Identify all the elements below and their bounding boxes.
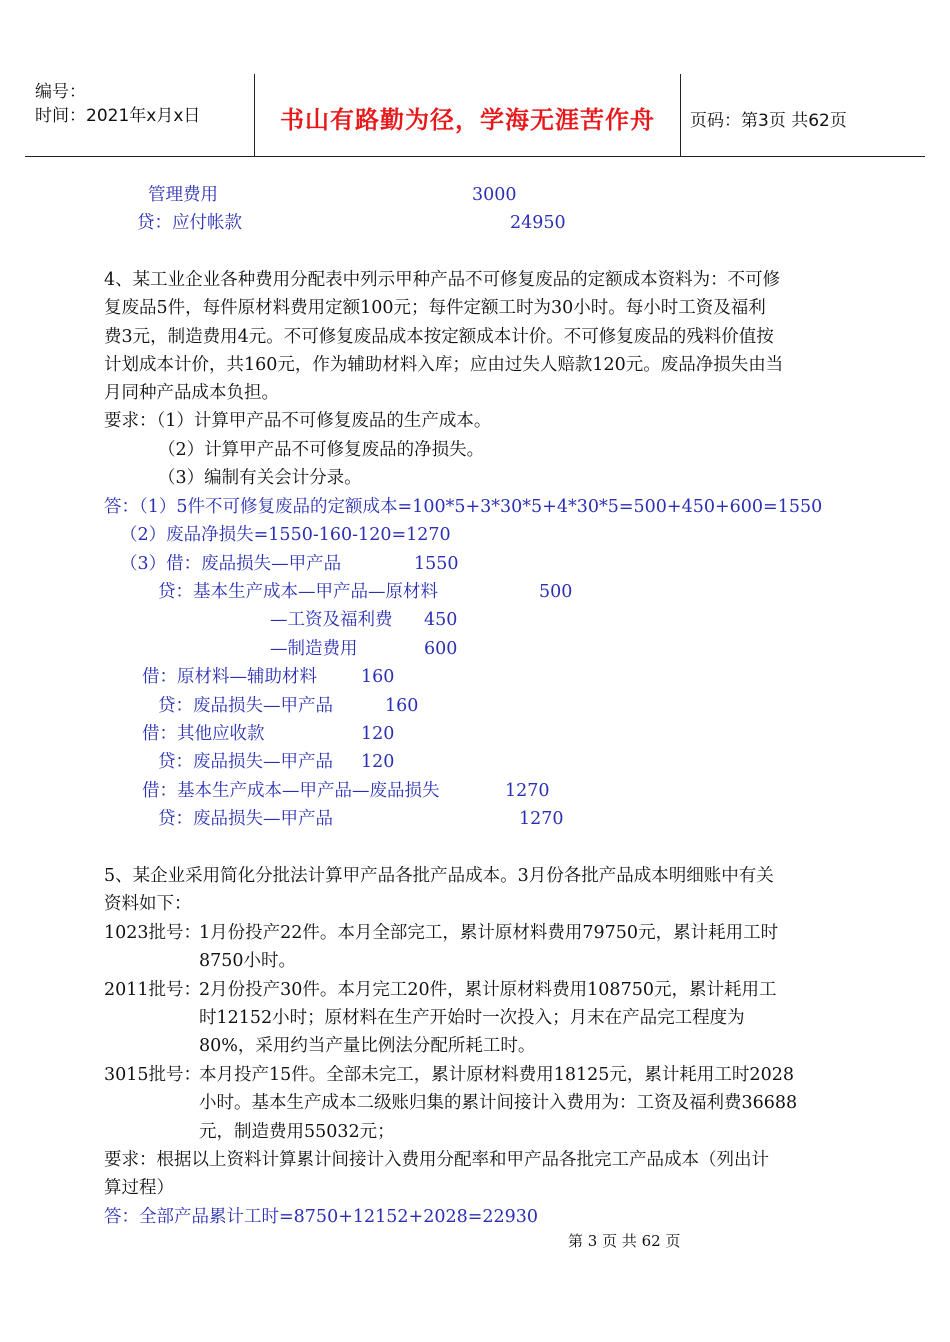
header-page-label: 页码：第3页 共62页 (690, 111, 847, 131)
journal-entry-3-amount: 450 (424, 610, 458, 630)
q5-requirement-line-2: 算过程） (104, 1178, 174, 1198)
q4-paragraph-line-1: 4、某工业企业各种费用分配表中列示甲种产品不可修复废品的定额成本资料为：不可修 (104, 270, 781, 290)
page-header (25, 74, 925, 157)
journal-entry-2 (158, 580, 573, 604)
q4-paragraph-line-4: 计划成本计价，共160元，作为辅助材料入库；应由过失人赔款120元。废品净损失由当 (104, 355, 784, 375)
batch-2011-label: 2011批号： (104, 980, 202, 1000)
journal-entry-5-text: 借：原材料—辅助材料 (142, 667, 317, 687)
batch-3015-line-3: 元，制造费用55032元； (199, 1122, 395, 1142)
q4-paragraph-line-5: 月同种产品成本负担。 (104, 383, 279, 403)
batch-3015-line-1: 本月投产15件。全部未完工，累计原材料费用18125元，累计耗用工时2028 (199, 1065, 794, 1085)
journal-entry-8 (158, 750, 395, 774)
batch-2011-line-2: 时12152小时；原材料在生产开始时一次投入；月末在产品完工程度为 (199, 1008, 745, 1028)
prev-line-2-text: 贷：应付帐款 (137, 213, 242, 233)
journal-entry-3-text: —工资及福利费 (270, 610, 393, 630)
header-meta (35, 80, 200, 128)
q5-requirement-line-1: 要求：根据以上资料计算累计间接计入费用分配率和甲产品各批完工产品成本（列出计 (104, 1150, 769, 1170)
journal-entry-1-amount: 1550 (414, 554, 459, 574)
q5-paragraph-line-2: 资料如下： (104, 894, 192, 914)
journal-entry-6-amount: 160 (385, 696, 419, 716)
prev-line-1 (148, 183, 517, 207)
batch-3015-label: 3015批号： (104, 1065, 202, 1085)
q4-requirement-2: （2）计算甲产品不可修复废品的净损失。 (158, 440, 485, 460)
journal-entry-2-text: 贷：基本生产成本—甲产品—原材料 (158, 582, 438, 602)
journal-entry-9 (142, 779, 550, 803)
batch-2011-line-1: 2月份投产30件。本月完工20件，累计原材料费用108750元，累计耗用工 (199, 980, 777, 1000)
a4-line-1: 答：（1）5件不可修复废品的定额成本=100*5+3*30*5+4*30*5=500+450+600=1550 (104, 497, 823, 517)
header-number-label: 编号： (35, 82, 86, 102)
journal-entry-9-text: 借：基本生产成本—甲产品—废品损失 (142, 781, 440, 801)
journal-entry-1 (120, 552, 459, 576)
batch-1023-line-1: 1月份投产22件。本月全部完工，累计原材料费用79750元，累计耗用工时 (199, 923, 779, 943)
journal-entry-10-amount: 1270 (519, 809, 564, 829)
journal-entry-2-amount: 500 (539, 582, 573, 602)
page-footer: 第 3 页 共 62 页 (568, 1232, 681, 1250)
batch-3015-line-2: 小时。基本生产成本二级账归集的累计间接计入费用为：工资及福利费36688 (199, 1093, 798, 1113)
batch-1023-label: 1023批号： (104, 923, 202, 943)
batch-1023-line-2: 8750小时。 (199, 951, 297, 971)
journal-entry-8-amount: 120 (361, 752, 395, 772)
journal-entry-10-text: 贷：废品损失—甲产品 (158, 809, 333, 829)
journal-entry-1-text: （3）借：废品损失—甲产品 (120, 554, 342, 574)
journal-entry-4 (270, 637, 458, 661)
journal-entry-7-amount: 120 (361, 724, 395, 744)
a5-line-1: 答：全部产品累计工时=8750+12152+2028=22930 (104, 1207, 539, 1227)
journal-entry-6 (158, 694, 419, 718)
q4-paragraph-line-3: 费3元，制造费用4元。不可修复废品成本按定额成本计价。不可修复废品的残料价值按 (104, 327, 774, 347)
journal-entry-4-amount: 600 (424, 639, 458, 659)
prev-line-2 (137, 211, 566, 235)
prev-line-1-amount: 3000 (472, 185, 517, 205)
journal-entry-7-text: 借：其他应收款 (142, 724, 265, 744)
journal-entry-7 (142, 722, 395, 746)
q4-requirement-3: （3）编制有关会计分录。 (158, 468, 362, 488)
journal-entry-10 (158, 807, 564, 831)
q4-requirement-1: 要求：（1）计算甲产品不可修复废品的生产成本。 (104, 411, 492, 431)
batch-2011-line-3: 80%，采用约当产量比例法分配所耗工时。 (199, 1036, 536, 1056)
journal-entry-3 (270, 608, 458, 632)
header-time-label: 时间：2021年x月x日 (35, 106, 201, 126)
journal-entry-9-amount: 1270 (505, 781, 550, 801)
q5-paragraph-line-1: 5、某企业采用简化分批法计算甲产品各批产品成本。3月份各批产品成本明细账中有关 (104, 866, 774, 886)
header-motto: 书山有路勤为径，学海无涯苦作舟 (280, 106, 655, 134)
journal-entry-5-amount: 160 (361, 667, 395, 687)
a4-line-2: （2）废品净损失=1550-160-120=1270 (120, 525, 451, 545)
journal-entry-4-text: —制造费用 (270, 639, 358, 659)
journal-entry-6-text: 贷：废品损失—甲产品 (158, 696, 333, 716)
journal-entry-5 (142, 665, 395, 689)
journal-entry-8-text: 贷：废品损失—甲产品 (158, 752, 333, 772)
prev-line-2-amount: 24950 (510, 213, 566, 233)
prev-line-1-text: 管理费用 (148, 185, 218, 205)
q4-paragraph-line-2: 复废品5件，每件原材料费用定额100元；每件定额工时为30小时。每小时工资及福利 (104, 298, 766, 318)
header-divider-right (680, 74, 681, 156)
